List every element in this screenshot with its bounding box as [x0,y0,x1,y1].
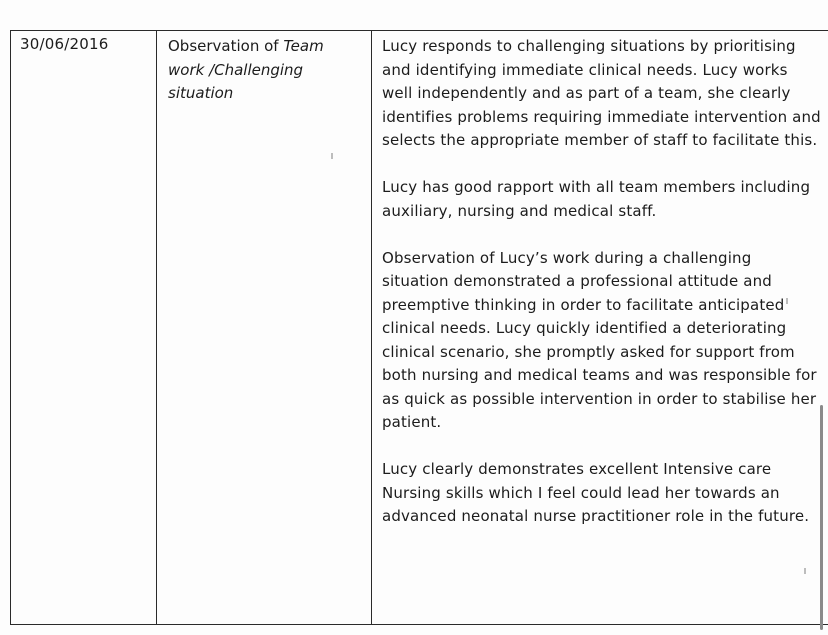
scan-mark [804,568,806,574]
comments-cell [372,31,828,625]
scan-mark [786,298,788,304]
observation-type [157,31,371,106]
comments [372,31,828,529]
date-cell [11,31,157,625]
comment-paragraph: Lucy clearly demonstrates excellent Intensive care Nursing skills which I feel could lead her towards an advanced neonatal nurse practitioner role in the future. [382,460,810,525]
comment-paragraph: Lucy has good rapport with all team members including auxiliary, nursing and medical staff. [382,178,811,220]
entry-date: 30/06/2016 [20,35,109,53]
comment-paragraph: Lucy responds to challenging situations by prioritising and identifying immediate clinical needs. Lucy works well independently and as part of a team, she clearly identifies problems requiring immediate intervention and selects the appropriate member of staff to facilitate this. [382,37,821,149]
observation-topic: Team work /Challenging situation [168,37,324,102]
comment-paragraph: Observation of Lucy’s work during a challenging situation demonstrated a professional attitude and preemptive thinking in order to facilitate anticipated clinical needs. Lucy quickly identified a deteriorating clinical scenario, she promptly asked for support from both nursing and medical teams and was responsible for as quick as possible intervention in order to stabilise her patient. [382,248,817,431]
table-row [11,31,828,625]
observation-prefix: Observation of [168,37,284,55]
scan-mark [331,153,333,159]
observation-type-cell [157,31,372,625]
observation-table [10,30,828,625]
scrollbar[interactable] [820,405,823,630]
